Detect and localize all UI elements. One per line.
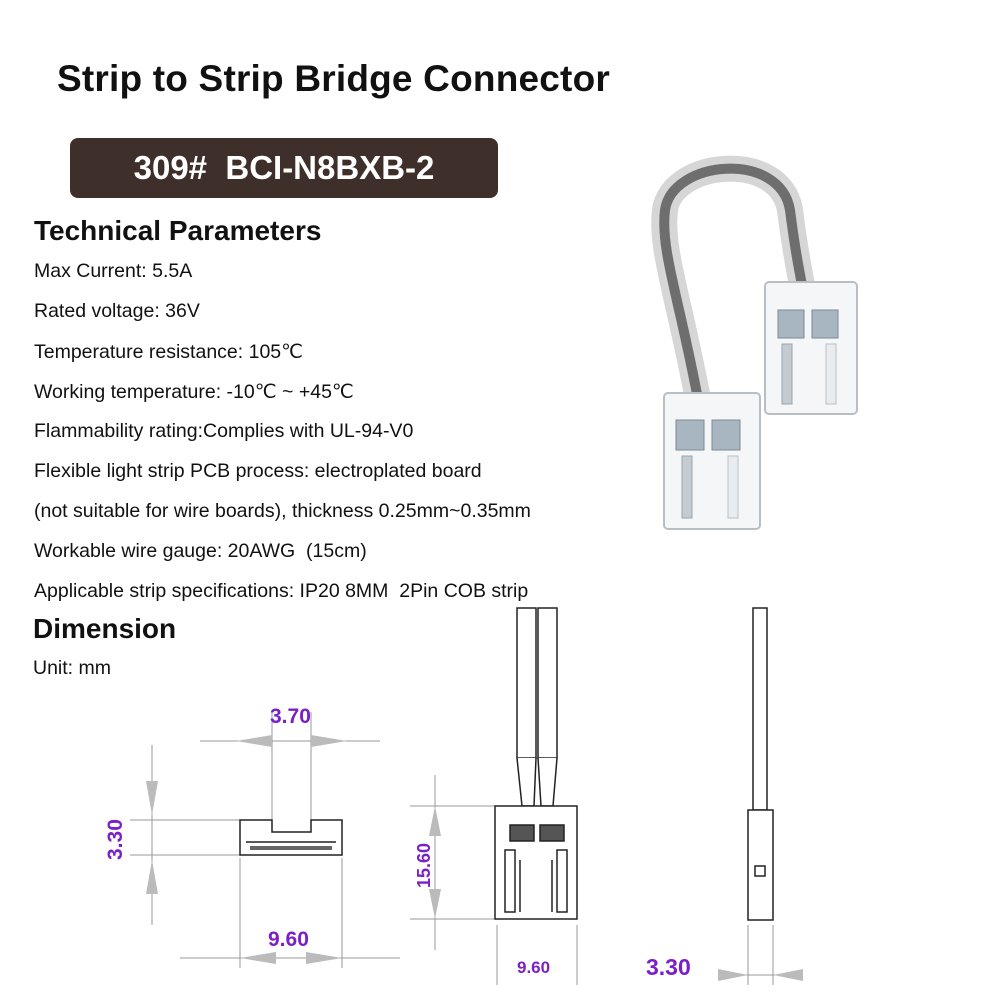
dim-side-width: 3.30 (646, 954, 691, 980)
param-flammability: Flammability rating:Complies with UL-94-V0 (34, 420, 414, 442)
dimension-heading: Dimension (33, 613, 177, 644)
param-rated-voltage: Rated voltage: 36V (34, 300, 200, 322)
dim-front-top-width: 3.70 (270, 705, 311, 728)
front-view (240, 820, 342, 855)
param-strip-spec: Applicable strip specifications: IP20 8MM 2Pin COB strip (34, 580, 529, 602)
page-title: Strip to Strip Bridge Connector (57, 58, 610, 99)
param-temperature-resistance: Temperature resistance: 105℃ (34, 341, 304, 363)
dim-top-width: 9.60 (517, 958, 551, 977)
dim-front-width: 9.60 (268, 928, 309, 951)
technical-heading: Technical Parameters (34, 215, 322, 246)
model-badge: 309# BCI-N8BXB-2 (70, 138, 498, 198)
param-wire-gauge: Workable wire gauge: 20AWG (15cm) (34, 540, 367, 562)
side-view (748, 608, 773, 920)
unit-label: Unit: mm (33, 657, 111, 679)
param-pcb-thickness: (not suitable for wire boards), thickness 0.25mm~0.35mm (34, 500, 531, 522)
param-working-temperature: Working temperature: -10℃ ~ +45℃ (34, 381, 354, 403)
param-max-current: Max Current: 5.5A (34, 260, 193, 282)
dim-front-height: 3.30 (104, 819, 127, 860)
dim-top-length: 15.60 (414, 842, 434, 888)
param-pcb-process: Flexible light strip PCB process: electroplated board (34, 460, 482, 482)
top-view (495, 608, 577, 919)
